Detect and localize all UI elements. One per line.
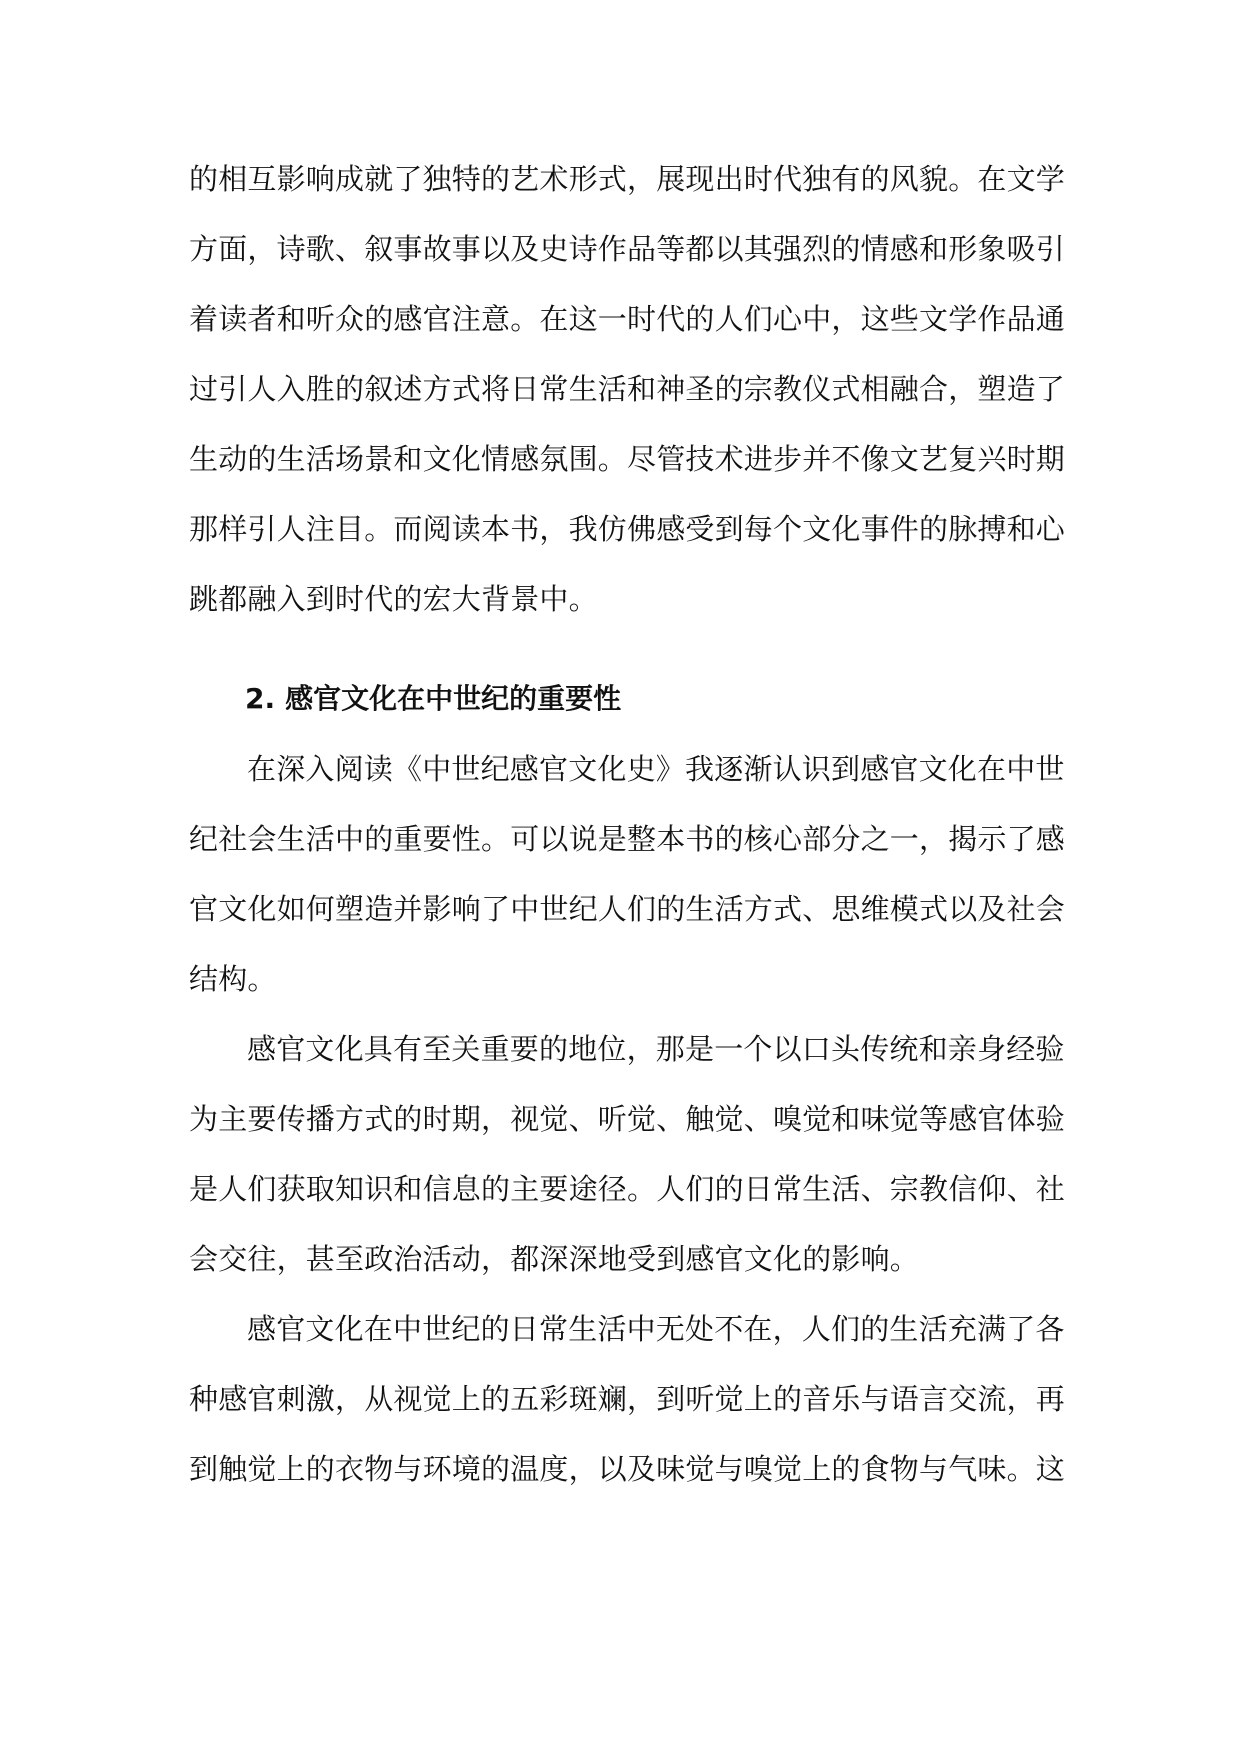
text-line: 是人们获取知识和信息的主要途径。人们的日常生活、宗教信仰、社 xyxy=(189,1172,1066,1206)
text-line: 官文化如何塑造并影响了中世纪人们的生活方式、思维模式以及社会 xyxy=(189,892,1066,926)
text-line: 为主要传播方式的时期，视觉、听觉、触觉、嗅觉和味觉等感官体验 xyxy=(189,1102,1066,1136)
intro-paragraph xyxy=(189,144,1066,634)
document-page xyxy=(189,144,1066,1504)
section-title: 感官文化在中世纪的重要性 xyxy=(285,682,622,715)
text-line: 结构。 xyxy=(189,962,277,996)
paragraph xyxy=(189,1294,1066,1504)
section-number: 2. xyxy=(245,682,276,715)
text-line: 种感官刺激，从视觉上的五彩斑斓，到听觉上的音乐与语言交流，再 xyxy=(189,1382,1066,1416)
paragraph xyxy=(189,734,1066,1014)
text-line: 的相互影响成就了独特的艺术形式，展现出时代独有的风貌。在文学 xyxy=(189,162,1066,196)
text-line: 到触觉上的衣物与环境的温度，以及味觉与嗅觉上的食物与气味。这 xyxy=(189,1452,1066,1486)
text-line: 纪社会生活中的重要性。可以说是整本书的核心部分之一，揭示了感 xyxy=(189,822,1066,856)
text-line: 会交往，甚至政治活动，都深深地受到感官文化的影响。 xyxy=(189,1242,920,1276)
paragraph xyxy=(189,1014,1066,1294)
section-heading xyxy=(189,664,1053,734)
text-line: 跳都融入到时代的宏大背景中。 xyxy=(189,582,598,616)
text-line: 感官文化具有至关重要的地位，那是一个以口头传统和亲身经验 xyxy=(247,1032,1065,1066)
section-spacer xyxy=(189,634,1053,664)
text-line: 在深入阅读《中世纪感官文化史》我逐渐认识到感官文化在中世 xyxy=(247,752,1065,786)
text-line: 方面，诗歌、叙事故事以及史诗作品等都以其强烈的情感和形象吸引 xyxy=(189,232,1066,266)
text-line: 生动的生活场景和文化情感氛围。尽管技术进步并不像文艺复兴时期 xyxy=(189,442,1066,476)
text-line: 过引人入胜的叙述方式将日常生活和神圣的宗教仪式相融合，塑造了 xyxy=(189,372,1066,406)
text-line: 着读者和听众的感官注意。在这一时代的人们心中，这些文学作品通 xyxy=(189,302,1066,336)
text-line: 感官文化在中世纪的日常生活中无处不在，人们的生活充满了各 xyxy=(247,1312,1065,1346)
text-line: 那样引人注目。而阅读本书，我仿佛感受到每个文化事件的脉搏和心 xyxy=(189,512,1066,546)
